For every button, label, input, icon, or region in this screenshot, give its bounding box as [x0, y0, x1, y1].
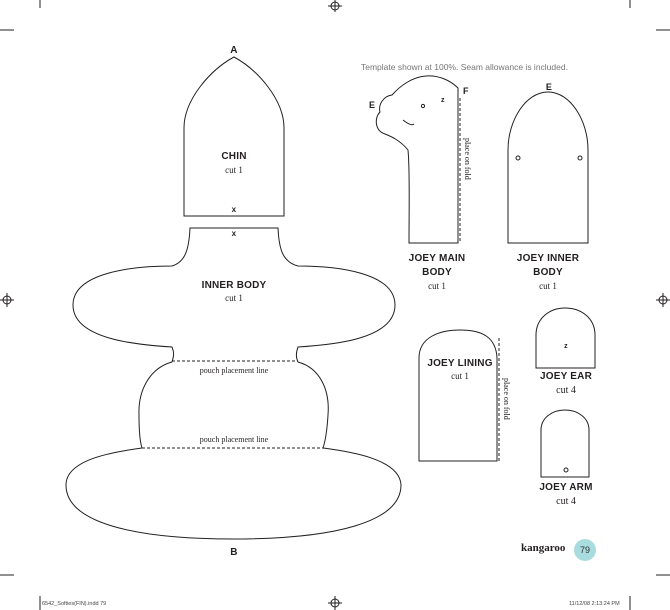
joey-lining-cut-count: cut 1 — [451, 371, 469, 381]
joey-inner-cut-count: cut 1 — [539, 281, 557, 291]
joey-inner-mark-e: E — [545, 82, 553, 92]
chin-cut-count: cut 1 — [225, 165, 243, 175]
joey-inner-mark-left — [516, 156, 520, 160]
page-number-badge: 79 — [574, 539, 596, 561]
joey-arm-name: JOEY ARM — [539, 482, 593, 493]
pouch-placement-label-upper: pouch placement line — [199, 366, 269, 375]
joey-main-fold-label: place on fold — [463, 138, 472, 180]
joey-ear-outline — [536, 308, 595, 368]
joey-main-name-line2: BODY — [422, 267, 452, 278]
joey-inner-body-outline — [508, 92, 588, 243]
slug-timestamp: 11/12/08 2:13:24 PM — [569, 601, 620, 607]
joey-ear-cut-count: cut 4 — [556, 385, 576, 396]
chin-outline — [184, 57, 284, 216]
chin-top-mark: A — [230, 45, 238, 56]
inner-body-cut-count: cut 1 — [225, 293, 243, 303]
inner-body-bottom-mark: B — [230, 547, 238, 558]
pouch-placement-label-lower: pouch placement line — [199, 435, 269, 444]
registration-mark-right — [656, 293, 670, 307]
joey-main-name-line1: JOEY MAIN — [408, 253, 466, 264]
template-scale-note: Template shown at 100%. Seam allowance is included. — [361, 62, 568, 72]
joey-inner-name-line2: BODY — [533, 267, 563, 278]
joey-inner-mark-right — [578, 156, 582, 160]
joey-main-mark-e: E — [369, 100, 376, 110]
joey-ear-mark-z: z — [564, 343, 568, 350]
joey-lining-fold-label: place on fold — [502, 378, 511, 420]
inner-body-outline — [66, 228, 401, 539]
chin-bottom-mark: x — [231, 205, 237, 214]
registration-mark-left — [0, 293, 14, 307]
joey-lining-outline — [419, 330, 497, 461]
registration-mark-bottom — [328, 596, 342, 610]
joey-main-eye — [421, 104, 424, 107]
joey-inner-name-line1: JOEY INNER — [516, 253, 580, 264]
joey-main-mark-z: z — [441, 97, 445, 104]
joey-main-body-outline — [376, 76, 458, 243]
joey-lining-name: JOEY LINING — [427, 358, 493, 369]
joey-ear-name: JOEY EAR — [540, 371, 592, 382]
registration-mark-top — [328, 0, 342, 12]
joey-main-cut-count: cut 1 — [428, 281, 446, 291]
chin-name: CHIN — [221, 151, 247, 162]
inner-body-top-mark: x — [231, 229, 237, 238]
inner-body-name: INNER BODY — [201, 280, 267, 291]
joey-arm-cut-count: cut 4 — [556, 496, 576, 507]
joey-main-mark-f: F — [463, 86, 469, 96]
chapter-name: kangaroo — [521, 542, 566, 554]
slug-file-name: 6542_Softies(FIN).indd 79 — [42, 601, 107, 607]
joey-main-mouth-line — [403, 120, 414, 125]
